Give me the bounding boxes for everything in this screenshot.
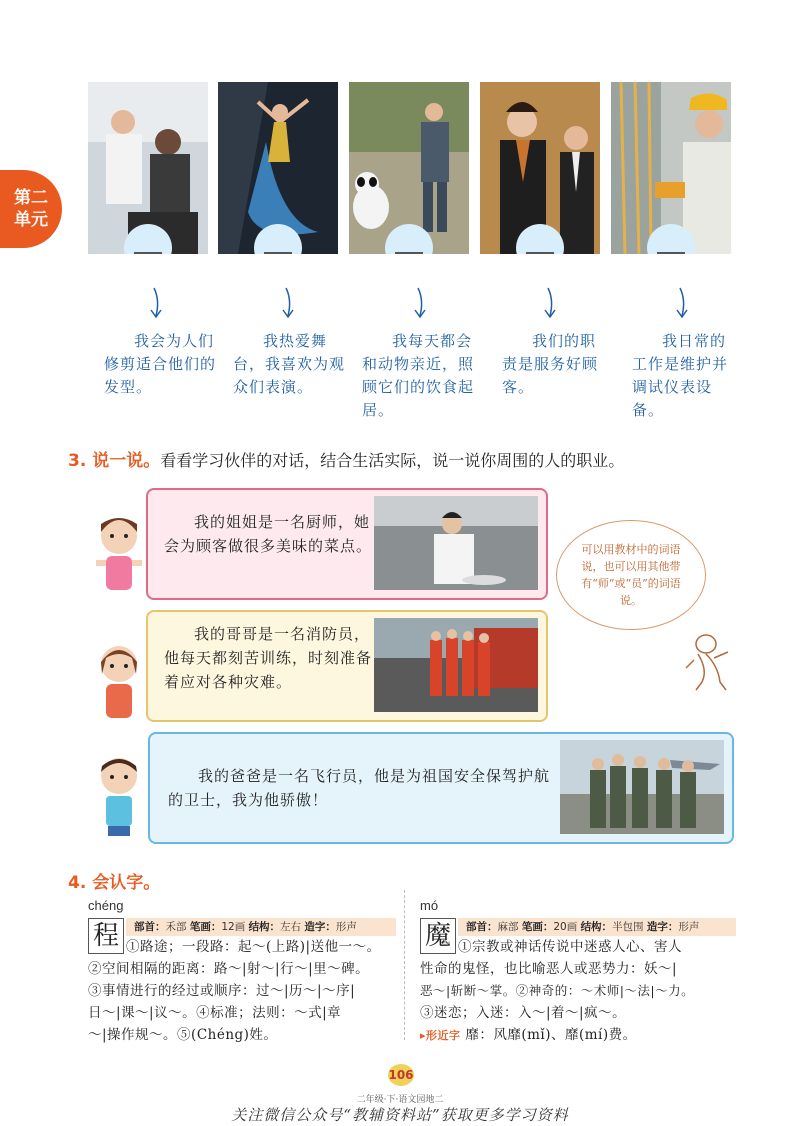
caption-3: 我每天都会和动物亲近，照顾它们的饮食起居。 xyxy=(362,332,475,419)
character-cheng: 程 xyxy=(88,918,124,954)
photo-zookeeper xyxy=(349,82,469,254)
entry2-similar xyxy=(420,1024,637,1047)
photo-hairdresser xyxy=(88,82,208,254)
bubble-text-2: 我的哥哥是一名消防员，他每天都刻苦训练，时刻准备着应对各种灾难。 xyxy=(164,625,373,691)
arrow-down-icon xyxy=(278,286,298,320)
section-3-number: 3. xyxy=(68,451,87,471)
entry1-meta: 部首：禾部 笔画：12画 结构：左右 造字：形声 xyxy=(126,918,396,936)
girl-illustration xyxy=(92,512,146,598)
entry1-line2: ②空间相隔的距离：路～|射～|行～|里～碑。 xyxy=(88,961,370,977)
photo-dancer xyxy=(218,82,338,254)
footer-note: 关注微信公众号“教辅资料站”获取更多学习资料 xyxy=(231,1106,569,1124)
photo-firefighters xyxy=(374,618,538,712)
photo-pilots xyxy=(560,740,724,834)
entry1-line1: ①路途；一段路：起～(上路)|送他一～。 xyxy=(126,939,381,955)
entry1-line4: 日～|课～|议～。④标准；法则：～式|章 xyxy=(88,1005,342,1021)
character-mo: 魔 xyxy=(420,918,456,954)
unit-badge-text: 第二 单元 xyxy=(14,188,48,230)
speech-bubble-firefighter xyxy=(146,610,548,722)
girl-illustration xyxy=(92,640,146,726)
caption-4: 我们的职责是服务好顾客。 xyxy=(502,332,599,396)
arrow-down-icon xyxy=(410,286,430,320)
similar-char-label: ▸形近字 xyxy=(420,1029,461,1042)
mascot-illustration xyxy=(684,630,734,692)
page-number: 106 xyxy=(388,1064,414,1086)
entry2-line3: 恶～|斩断～掌。②神奇的：～术师|～法|～力。 xyxy=(420,983,695,998)
grade-line: 二年级·下·语文园地二 xyxy=(356,1095,444,1105)
tip-text: 可以用教材中的词语说，也可以用其他带有“师”或“员”的词语说。 xyxy=(581,543,681,607)
pinyin-mo: mó xyxy=(420,898,439,913)
section-3-instruction: 看看学习伙伴的对话，结合生活实际，说一说你周围的人的职业。 xyxy=(160,451,625,470)
entry2-line2: 性命的鬼怪，也比喻恶人或恶势力：妖～| xyxy=(420,961,678,977)
caption-5: 我日常的工作是维护并调试仪表设备。 xyxy=(632,332,729,419)
section-3-heading xyxy=(68,446,768,471)
bubble-text-1: 我的姐姐是一名厨师，她会为顾客做很多美味的菜点。 xyxy=(164,513,373,555)
entry2-line1: ①宗教或神话传说中迷惑人心、害人 xyxy=(458,939,682,955)
section-4-title: 会认字。 xyxy=(92,873,161,893)
entry1-line3: ③事情进行的经过或顺序：过～|历～|～序| xyxy=(88,983,356,999)
section-3-title: 说一说。 xyxy=(92,451,161,471)
photo-technician xyxy=(611,82,731,254)
unit-badge xyxy=(0,170,62,248)
tip-bubble xyxy=(556,520,706,630)
photo-hotel-staff xyxy=(480,82,600,254)
entry2-line4: ③迷恋；入迷：入～|着～|疯～。 xyxy=(420,1005,627,1021)
boy-illustration xyxy=(92,752,146,838)
arrow-down-icon xyxy=(672,286,692,320)
photo-chef xyxy=(374,496,538,590)
speech-bubble-chef xyxy=(146,488,548,600)
arrow-down-icon xyxy=(540,286,560,320)
bubble-text-3: 我的爸爸是一名飞行员，他是为祖国安全保驾护航的卫士，我为他骄傲！ xyxy=(168,767,551,809)
section-4-heading xyxy=(68,868,160,893)
entry1-line5: ～|操作规～。⑤(Chéng)姓。 xyxy=(88,1027,278,1043)
arrow-down-icon xyxy=(146,286,166,320)
pinyin-cheng: chéng xyxy=(88,898,124,913)
similar-char-text: 靡：风靡(mǐ)、靡(mí)费。 xyxy=(465,1027,637,1043)
caption-1: 我会为人们修剪适合他们的发型。 xyxy=(104,332,217,396)
column-divider xyxy=(404,890,405,1040)
caption-2: 我热爱舞台，我喜欢为观众们表演。 xyxy=(233,332,346,396)
entry2-meta: 部首：麻部 笔画：20画 结构：半包围 造字：形声 xyxy=(458,918,736,936)
section-4-number: 4. xyxy=(68,873,87,893)
speech-bubble-pilot xyxy=(148,732,734,844)
